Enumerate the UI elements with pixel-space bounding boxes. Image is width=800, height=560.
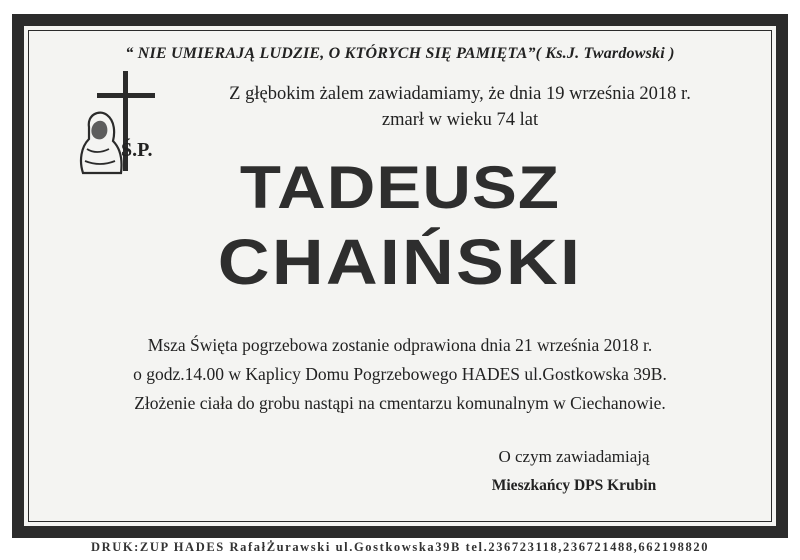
details-line: o godz.14.00 w Kaplicy Domu Pogrzebowego HADES ul.Gostkowska 39B. — [133, 364, 667, 384]
deceased-last-name: CHAIŃSKI — [217, 226, 583, 298]
announcement-line: zmarł w wieku 74 lat — [381, 110, 539, 130]
printer-footer: DRUK:ZUP HADES RafałŻurawski ul.Gostkowska39B tel.236723118,236721488,662198820 — [90, 540, 710, 554]
details-line: Złożenie ciała do grobu nastąpi na cmentarzu komunalnym w Ciechanowie. — [134, 393, 666, 413]
inner-border — [28, 30, 772, 522]
sp-label: Ś.P. — [121, 139, 153, 161]
quote-heading: “ NIE UMIERAJĄ LUDZIE, O KTÓRYCH SIĘ PAMIĘTA”( Ks.J. Twardowski ) — [125, 45, 675, 62]
closing-phrase: O czym zawiadamiają — [498, 447, 650, 466]
death-announcement — [149, 81, 771, 133]
funeral-details — [29, 331, 771, 418]
announcement-line: Z głębokim żalem zawiadamiamy, że dnia 19 września 2018 r. — [229, 84, 691, 104]
obituary-frame — [12, 14, 788, 538]
signer: Mieszkańcy DPS Krubin — [491, 477, 657, 494]
deceased-first-name: TADEUSZ — [239, 154, 561, 221]
details-line: Msza Święta pogrzebowa zostanie odprawiona dnia 21 września 2018 r. — [147, 335, 653, 355]
